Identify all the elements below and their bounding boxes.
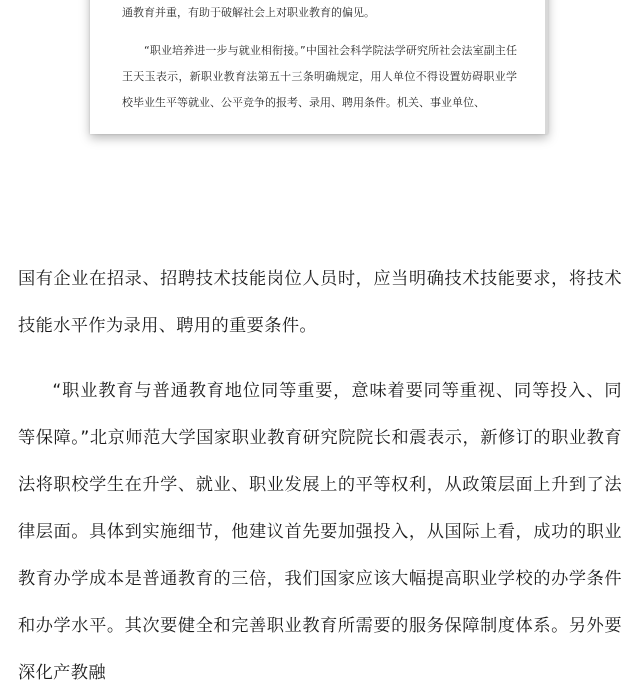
excerpt-paragraph: “职业培养进一步与就业相衔接。”中国社会科学院法学研究所社会法室副主任王天玉表示，新职业教育法第五十三条明确规定，用人单位不得设置妨碍职业学校毕业生平等就业、公平竞争的报考、录用、聘用条件。机关、事业单位、 (122, 44, 517, 109)
article-paragraph-1: 国有企业在招录、招聘技术技能岗位人员时，应当明确技术技能要求，将技术技能水平作为录用、聘用的重要条件。 (18, 269, 622, 336)
article-body (18, 256, 622, 697)
embedded-page-excerpt (90, 0, 548, 134)
article-paragraph-2: “职业教育与普通教育地位同等重要，意味着要同等重视、同等投入、同等保障。”北京师范大学国家职业教育研究院院长和震表示，新修订的职业教育法将职校学生在升学、就业、职业发展上的平等权利，从政策层面上升到了法律层面。具体到实施细节，他建议首先要加强投入，从国际上看，成功的职业教育办学成本是普通教育的三倍，我们国家应该大幅提高职业学校的办学条件和办学水平。其次要健全和完善职业教育所需要的服务保障制度体系。另外要深化产教融 (18, 381, 622, 683)
excerpt-top-line: 通教育并重，有助于破解社会上对职业教育的偏见。 (122, 6, 375, 19)
